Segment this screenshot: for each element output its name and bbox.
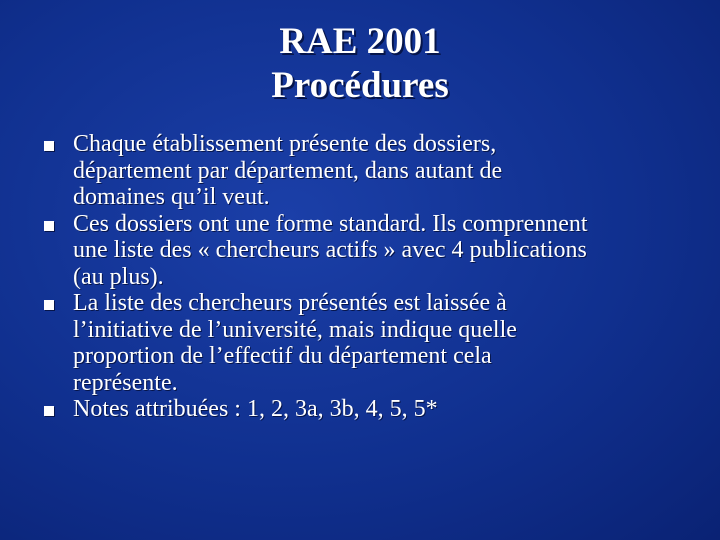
bullet-line: une liste des « chercheurs actifs » avec 4 publications xyxy=(73,237,587,263)
bullet-line: La liste des chercheurs présentés est laissée à xyxy=(73,290,507,316)
bullet-line: domaines qu’il veut. xyxy=(73,184,270,210)
bullet-list xyxy=(40,131,700,423)
square-bullet-icon xyxy=(44,406,54,416)
title-line-2: Procédures xyxy=(271,65,449,106)
bullet-text xyxy=(73,211,700,291)
bullet-line: Chaque établissement présente des dossiers, xyxy=(73,131,497,157)
bullet-item xyxy=(40,290,700,396)
bullet-line: (au plus). xyxy=(73,263,164,290)
bullet-item xyxy=(40,396,700,423)
bullet-item xyxy=(40,131,700,211)
bullet-line: Ces dossiers ont une forme standard. Ils comprennent xyxy=(73,210,588,237)
square-bullet-icon xyxy=(44,300,54,310)
bullet-line: Notes attribuées : 1, 2, 3a, 3b, 4, 5, 5* xyxy=(73,396,438,422)
bullet-text xyxy=(73,290,700,396)
bullet-line: département par département, dans autant de xyxy=(73,157,503,184)
bullet-line: représente. xyxy=(73,369,178,396)
square-bullet-icon xyxy=(44,221,54,231)
slide-title xyxy=(0,20,720,108)
bullet-item xyxy=(40,211,700,291)
square-bullet-icon xyxy=(44,141,54,151)
bullet-line: proportion de l’effectif du département cela xyxy=(73,343,492,369)
bullet-text xyxy=(73,131,700,211)
title-line-1: RAE 2001 xyxy=(279,21,441,62)
bullet-text xyxy=(73,396,700,423)
bullet-line: l’initiative de l’université, mais indique quelle xyxy=(73,316,517,343)
